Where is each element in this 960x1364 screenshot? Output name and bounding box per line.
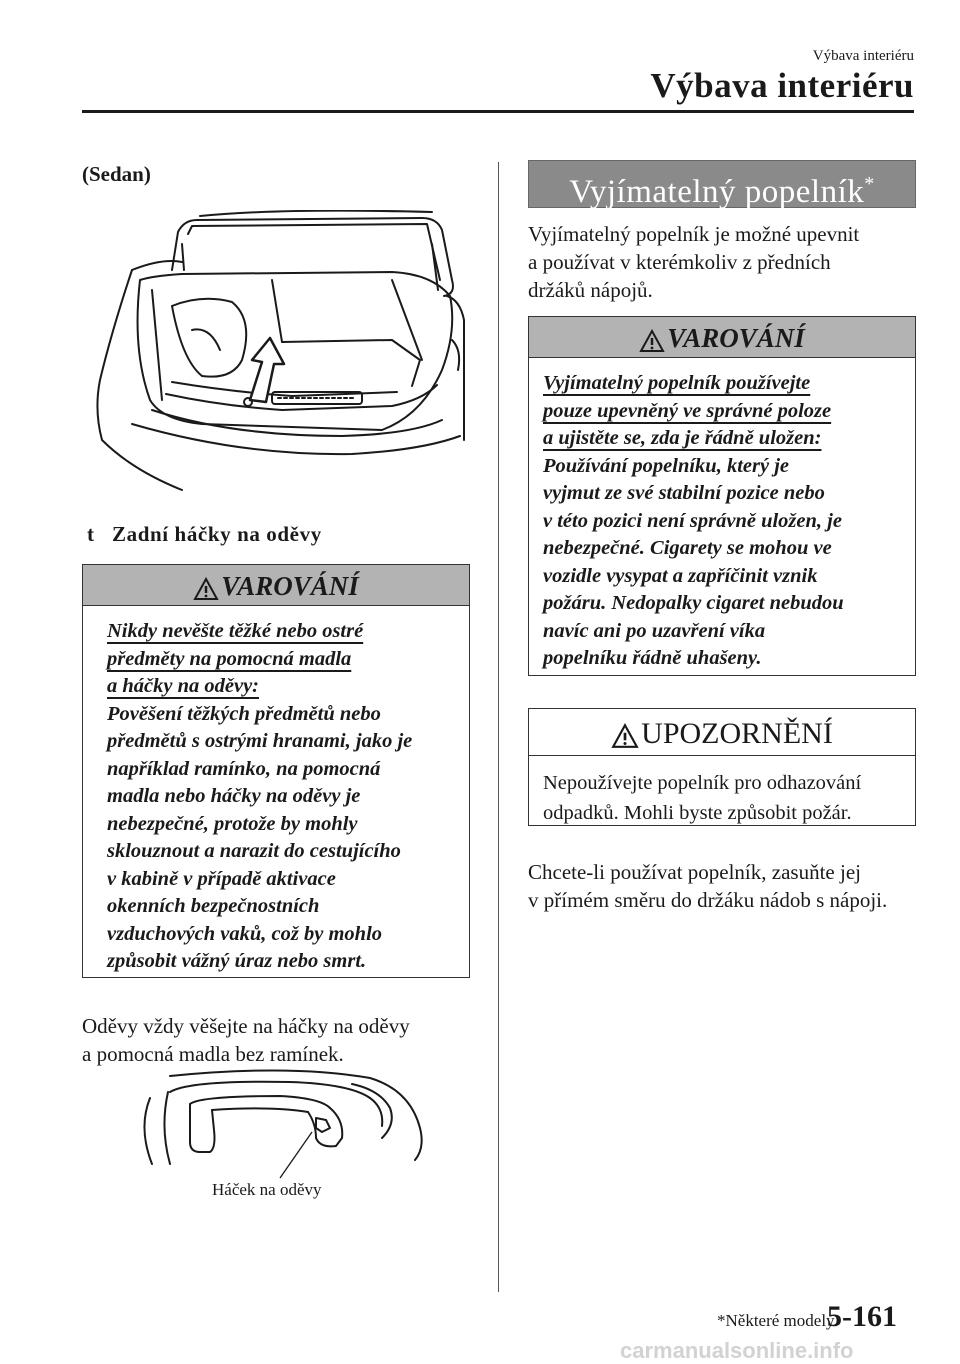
running-header-title: Výbava interiéru bbox=[650, 66, 914, 105]
warning-line: popelníku řádně uhašeny. bbox=[543, 647, 762, 669]
paragraph-line: Chcete-li používat popelník, zasuňte jej bbox=[528, 860, 861, 884]
warning-box-ashtray bbox=[528, 316, 916, 676]
intro-paragraph bbox=[528, 220, 859, 304]
warning-line: Pověšení těžkých předmětů nebo bbox=[107, 702, 381, 725]
warning-title: VAROVÁNÍ bbox=[221, 571, 359, 601]
warning-line: v kabině v případě aktivace bbox=[107, 867, 336, 890]
section-title: Vyjímatelný popelník bbox=[569, 174, 865, 210]
warning-triangle-icon bbox=[639, 329, 665, 353]
trunk-illustration bbox=[92, 210, 472, 500]
warning-body bbox=[83, 606, 469, 976]
warning-line: pouze upevněný ve správné poloze bbox=[543, 399, 832, 422]
section-title-banner bbox=[528, 160, 916, 208]
warning-line: například ramínko, na pomocná bbox=[107, 757, 381, 780]
paragraph-line: a používat v kterémkoliv z předních bbox=[528, 250, 831, 274]
warning-line: způsobit vážný úraz nebo smrt. bbox=[107, 950, 367, 972]
warning-line: okenních bezpečnostních bbox=[107, 895, 320, 917]
warning-line: madla nebo háčky na oděvy je bbox=[107, 785, 361, 807]
warning-line: vzduchových vaků, což by mohlo bbox=[107, 922, 383, 945]
optional-mark: * bbox=[864, 173, 875, 195]
hook-label: Háček na oděvy bbox=[212, 1180, 322, 1199]
paragraph-line: a pomocná madla bez ramínek. bbox=[82, 1042, 344, 1066]
caution-body bbox=[529, 756, 915, 828]
paragraph-line: držáků nápojů. bbox=[528, 278, 653, 302]
right-paragraph bbox=[528, 858, 887, 914]
warning-line: a háčky na oděvy: bbox=[107, 675, 259, 697]
warning-line: vyjmut ze své stabilní pozice nebo bbox=[543, 482, 825, 504]
caution-line: Nepoužívejte popelník pro odhazování bbox=[543, 772, 862, 794]
warning-line: předměty na pomocná madla bbox=[107, 647, 352, 670]
warning-line: a ujistěte se, zda je řádně uložen: bbox=[543, 427, 822, 449]
caution-triangle-icon bbox=[611, 723, 639, 749]
warning-line: předmětů s ostrými hranami, jako je bbox=[107, 730, 413, 752]
paragraph-line: Oděvy vždy věšejte na háčky na oděvy bbox=[82, 1014, 410, 1038]
left-paragraph bbox=[82, 1012, 410, 1068]
warning-line: nebezpečné, protože by mohly bbox=[107, 812, 358, 835]
warning-body bbox=[529, 358, 915, 673]
warning-box-hooks bbox=[82, 564, 470, 978]
figure-caption: Zadní háčky na oděvy bbox=[112, 522, 322, 546]
caution-line: odpadků. Mohli byste způsobit požár. bbox=[543, 802, 852, 824]
caution-box bbox=[528, 708, 916, 826]
warning-title: VAROVÁNÍ bbox=[667, 323, 805, 353]
warning-triangle-icon bbox=[193, 577, 219, 601]
warning-header bbox=[83, 565, 469, 606]
watermark: carmanualsonline.info bbox=[620, 1338, 854, 1363]
caption-bullet: t bbox=[87, 522, 94, 546]
caution-header bbox=[529, 709, 915, 756]
sedan-label: (Sedan) bbox=[82, 162, 151, 186]
warning-line: nebezpečné. Cigarety se mohou ve bbox=[543, 537, 832, 559]
header-rule bbox=[82, 110, 914, 113]
paragraph-line: v přímém směru do držáku nádob s nápoji. bbox=[528, 888, 888, 912]
warning-line: vozidle vysypat a zapříčinit vznik bbox=[543, 564, 818, 587]
page-number: 5-161 bbox=[827, 1300, 897, 1333]
paragraph-line: Vyjímatelný popelník je možné upevnit bbox=[528, 222, 860, 246]
warning-line: Používání popelníku, který je bbox=[543, 454, 789, 477]
warning-header bbox=[529, 317, 915, 358]
warning-line: požáru. Nedopalky cigaret nebudou bbox=[543, 592, 844, 614]
column-divider bbox=[498, 162, 499, 1292]
warning-line: navíc ani po uzavření víka bbox=[543, 619, 766, 642]
running-header-small: Výbava interiéru bbox=[812, 48, 914, 64]
caution-title: UPOZORNĚNÍ bbox=[641, 717, 833, 750]
warning-line: Nikdy nevěšte těžké nebo ostré bbox=[107, 620, 364, 642]
warning-line: Vyjímatelný popelník používejte bbox=[543, 372, 811, 394]
warning-line: sklouznout a narazit do cestujícího bbox=[107, 840, 401, 862]
warning-line: v této pozici není správně uložen, je bbox=[543, 509, 842, 532]
assist-grip-illustration bbox=[130, 1068, 440, 1186]
footer-note: *Některé modely. bbox=[717, 1311, 838, 1330]
